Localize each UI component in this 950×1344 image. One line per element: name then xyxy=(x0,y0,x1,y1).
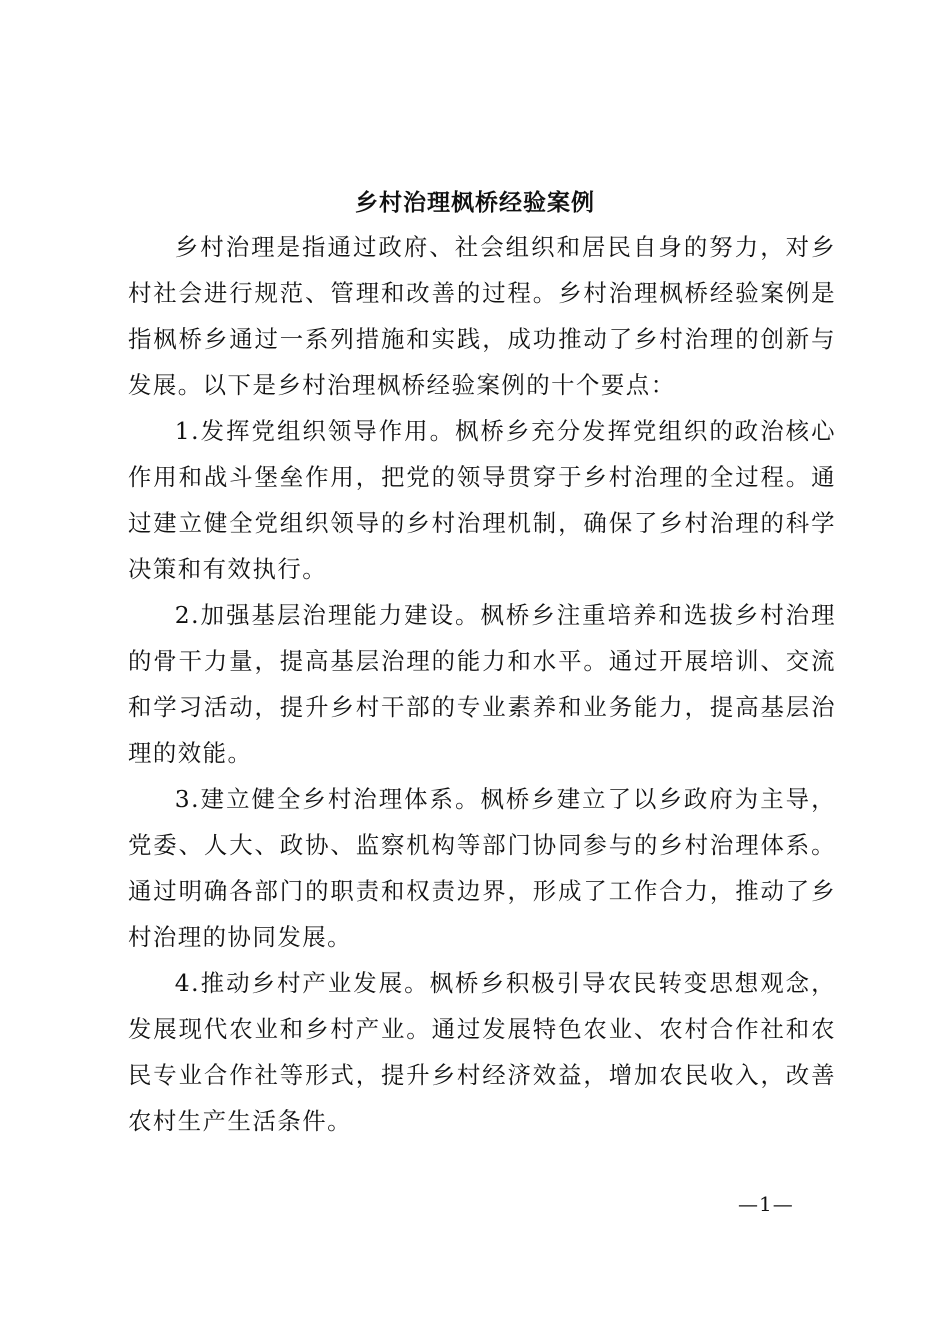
page-number: —1— xyxy=(738,1192,794,1216)
paragraph-intro: 乡村治理是指通过政府、社会组织和居民自身的努力，对乡村社会进行规范、管理和改善的过程。乡村治理枫桥经验案例是指枫桥乡通过一系列措施和实践，成功推动了乡村治理的创新与发展。以下是乡村治理枫桥经验案例的十个要点： xyxy=(128,233,836,399)
document-body xyxy=(128,224,836,1144)
paragraph-point-4: 4.推动乡村产业发展。枫桥乡积极引导农民转变思想观念，发展现代农业和乡村产业。通过发展特色农业、农村合作社和农民专业合作社等形式，提升乡村经济效益，增加农民收入，改善农村生产生活条件。 xyxy=(128,969,836,1135)
paragraph-point-3: 3.建立健全乡村治理体系。枫桥乡建立了以乡政府为主导，党委、人大、政协、监察机构等部门协同参与的乡村治理体系。通过明确各部门的职责和权责边界，形成了工作合力，推动了乡村治理的协同发展。 xyxy=(128,785,836,951)
document-title: 乡村治理枫桥经验案例 xyxy=(355,189,595,216)
paragraph-point-1: 1.发挥党组织领导作用。枫桥乡充分发挥党组织的政治核心作用和战斗堡垒作用，把党的领导贯穿于乡村治理的全过程。通过建立健全党组织领导的乡村治理机制，确保了乡村治理的科学决策和有效执行。 xyxy=(128,417,836,583)
paragraph-point-2: 2.加强基层治理能力建设。枫桥乡注重培养和选拔乡村治理的骨干力量，提高基层治理的能力和水平。通过开展培训、交流和学习活动，提升乡村干部的专业素养和业务能力，提高基层治理的效能。 xyxy=(128,601,836,767)
